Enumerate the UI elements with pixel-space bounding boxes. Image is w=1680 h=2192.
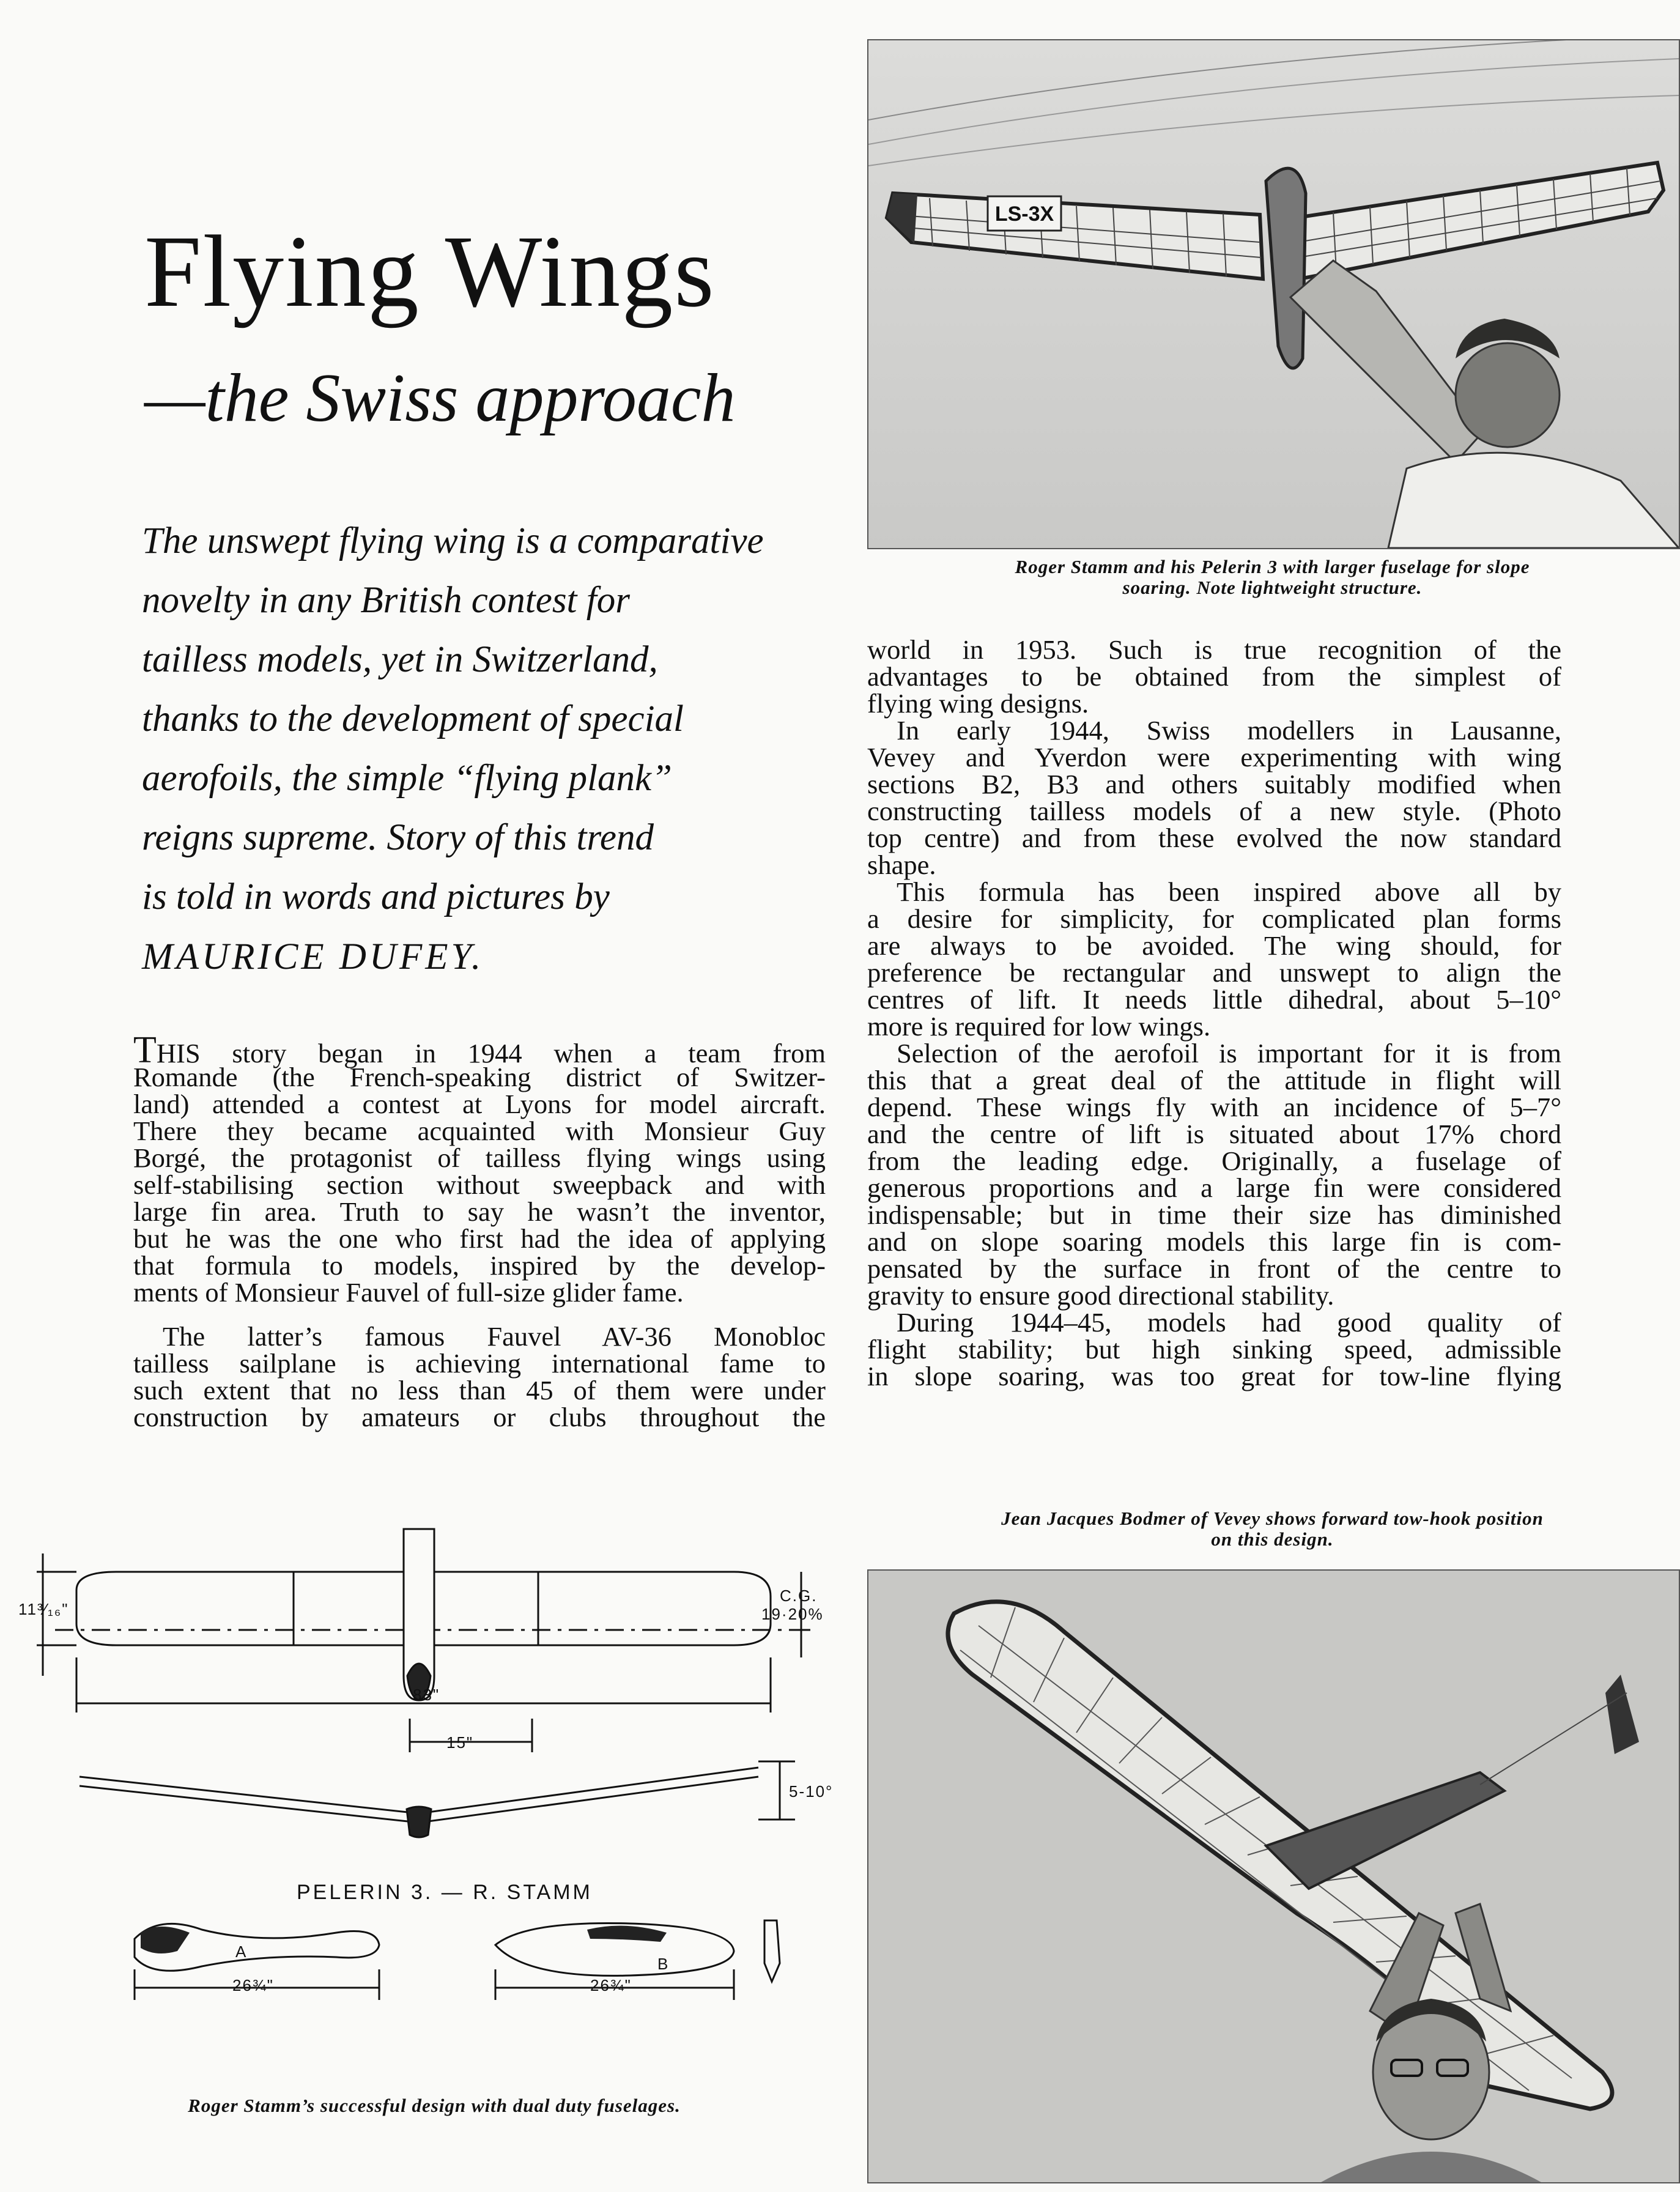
body-line: gravity to ensure good directional stability. bbox=[867, 1280, 1334, 1311]
pelerin-drawing bbox=[18, 1517, 832, 2067]
drawing-title: PELERIN 3. — R. STAMM bbox=[297, 1881, 593, 1904]
body-line: There they became acquainted with Monsieur Guy bbox=[133, 1116, 826, 1146]
body-line: advantages to be obtained from the simplest of bbox=[867, 661, 1561, 692]
photo-bottom-glider bbox=[867, 1569, 1680, 2183]
body-line: centres of lift. It needs little dihedral, about 5–10° bbox=[867, 984, 1561, 1015]
body-line: and the centre of lift is situated about 17% chord bbox=[867, 1119, 1561, 1149]
body-line: generous proportions and a large fin were considered bbox=[867, 1172, 1561, 1203]
photo-top-glider bbox=[867, 39, 1680, 549]
body-line: Romande (the French-speaking district of Switzer- bbox=[133, 1062, 826, 1092]
body-line: preference be rectangular and unswept to align the bbox=[867, 957, 1561, 988]
caption-line: Jean Jacques Bodmer of Vevey shows forward tow-hook position bbox=[1001, 1508, 1544, 1529]
body-line: ments of Monsieur Fauvel of full-size glider fame. bbox=[133, 1277, 684, 1308]
body-line: large fin area. Truth to say he wasn’t the inventor, bbox=[133, 1196, 826, 1227]
span-dimension: 83" bbox=[413, 1686, 440, 1704]
caption-top-photo bbox=[867, 557, 1678, 598]
standfirst bbox=[142, 511, 764, 927]
body-line: Borgé, the protagonist of tailless flying wings using bbox=[133, 1142, 826, 1173]
body-line: The latter’s famous Fauvel AV-36 Monobloc bbox=[163, 1321, 826, 1352]
standfirst-line: tailless models, yet in Switzerland, bbox=[142, 639, 658, 680]
body-line: are always to be avoided. The wing should, for bbox=[867, 930, 1561, 961]
body-line: Selection of the aerofoil is important for it is from bbox=[897, 1038, 1561, 1068]
body-line: and on slope soaring models this large fin is com- bbox=[867, 1226, 1561, 1257]
pelerin-drawing-svg bbox=[18, 1517, 832, 2067]
article-title: Flying Wings bbox=[144, 215, 716, 328]
caption-line: soaring. Note lightweight structure. bbox=[1122, 577, 1423, 598]
height-dimension: 11³⁄₁₆" bbox=[18, 1600, 69, 1618]
body-line: but he was the one who first had the idea of applying bbox=[133, 1223, 826, 1254]
body-line: flying wing designs. bbox=[867, 688, 1089, 719]
body-line: construction by amateurs or clubs throughout the bbox=[133, 1402, 826, 1432]
body-line: top centre) and from these evolved the now standard bbox=[867, 823, 1561, 853]
photo-top-image bbox=[868, 40, 1679, 548]
body-line-text: HIS story began in 1944 when a team from bbox=[156, 1038, 826, 1068]
body-line: In early 1944, Swiss modellers in Lausanne, bbox=[897, 715, 1561, 746]
body-line: self-stabilising section without sweepback and with bbox=[133, 1169, 826, 1200]
standfirst-line: novelty in any British contest for bbox=[142, 580, 630, 621]
body-line: sections B2, B3 and others suitably modified when bbox=[867, 769, 1561, 799]
cg-label: C.G. bbox=[780, 1587, 818, 1605]
wing-marking: LS-3X bbox=[994, 202, 1054, 226]
body-line: constructing tailless models of a new style. (Photo bbox=[867, 796, 1561, 826]
length-b: 26¾" bbox=[590, 1976, 632, 1994]
photo-bottom-image bbox=[868, 1571, 1679, 2182]
byline: MAURICE DUFEY. bbox=[142, 936, 484, 977]
body-line: During 1944–45, models had good quality of bbox=[897, 1307, 1561, 1338]
section-label-a: A bbox=[235, 1942, 248, 1961]
body-line: depend. These wings fly with an incidence of 5–7° bbox=[867, 1092, 1561, 1122]
length-a: 26¾" bbox=[232, 1976, 274, 1994]
cg-value: 19·20% bbox=[761, 1605, 824, 1623]
centre-dimension: 15" bbox=[446, 1733, 474, 1752]
body-line: world in 1953. Such is true recognition of the bbox=[867, 634, 1561, 665]
dihedral-dimension: 5-10° bbox=[789, 1782, 832, 1801]
body-line: more is required for low wings. bbox=[867, 1011, 1211, 1042]
body-column-right bbox=[867, 636, 1561, 1390]
body-line: this that a great deal of the attitude in flight will bbox=[867, 1065, 1561, 1095]
body-line: tailless sailplane is achieving international fame to bbox=[133, 1348, 826, 1379]
article-subtitle: —the Swiss approach bbox=[144, 360, 736, 436]
body-line: land) attended a contest at Lyons for model aircraft. bbox=[133, 1089, 826, 1119]
body-column-left bbox=[133, 1029, 826, 1432]
body-line bbox=[133, 1029, 826, 1071]
body-line: This formula has been inspired above all by bbox=[897, 876, 1561, 907]
body-line: such extent that no less than 45 of them were under bbox=[133, 1375, 826, 1405]
body-line: Vevey and Yverdon were experimenting with wing bbox=[867, 742, 1561, 772]
drop-cap: T bbox=[133, 1029, 157, 1071]
standfirst-line: reigns supreme. Story of this trend bbox=[142, 817, 654, 858]
standfirst-line: is told in words and pictures by bbox=[142, 876, 610, 917]
standfirst-line: The unswept flying wing is a comparative bbox=[142, 520, 764, 561]
body-line: indispensable; but in time their size has diminished bbox=[867, 1199, 1561, 1230]
body-line: shape. bbox=[867, 850, 936, 880]
section-label-b: B bbox=[657, 1955, 670, 1973]
body-line: a desire for simplicity, for complicated plan forms bbox=[867, 903, 1561, 934]
body-line: flight stability; but high sinking speed, admissible bbox=[867, 1334, 1561, 1364]
body-line: in slope soaring, was too great for tow-line flying bbox=[867, 1361, 1561, 1391]
body-line: pensated by the surface in front of the centre to bbox=[867, 1253, 1561, 1284]
standfirst-line: thanks to the development of special bbox=[142, 698, 684, 739]
caption-bottom-photo bbox=[867, 1508, 1678, 1550]
body-line: from the leading edge. Originally, a fuselage of bbox=[867, 1146, 1561, 1176]
body-line: that formula to models, inspired by the develop- bbox=[133, 1250, 826, 1281]
standfirst-line: aerofoils, the simple “flying plank” bbox=[142, 758, 672, 799]
caption-drawing: Roger Stamm’s successful design with dual duty fuselages. bbox=[188, 2095, 681, 2116]
caption-line: Roger Stamm and his Pelerin 3 with larger fuselage for slope bbox=[1015, 556, 1530, 577]
caption-line: on this design. bbox=[1211, 1528, 1334, 1550]
